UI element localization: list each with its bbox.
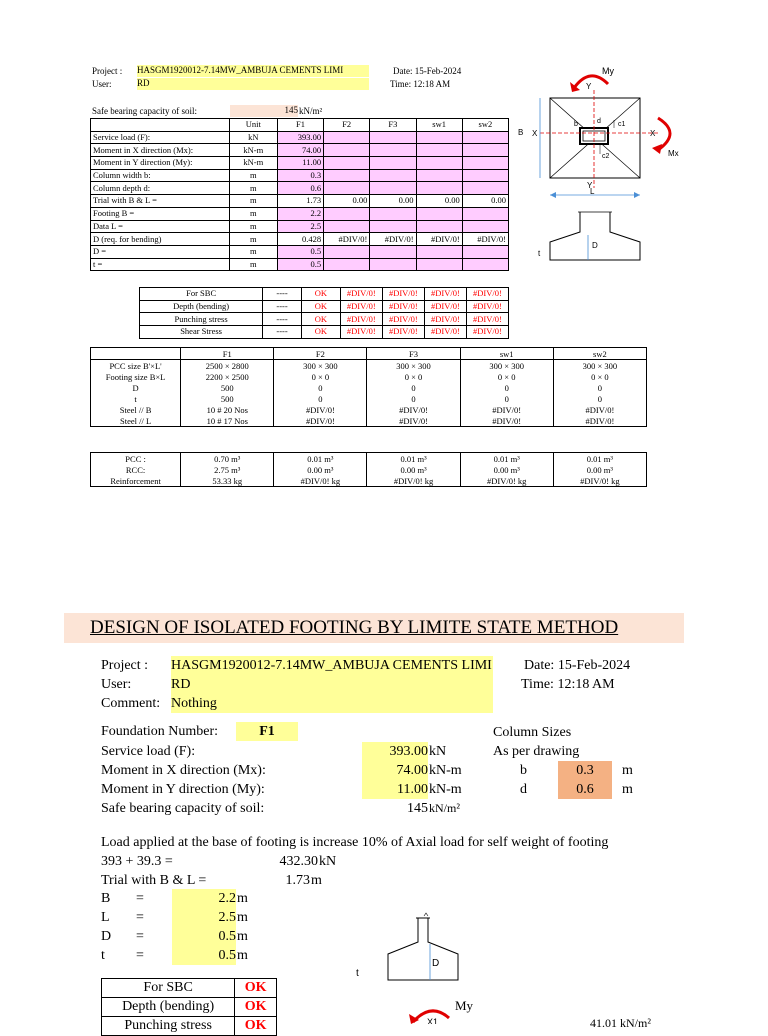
user-value[interactable]: RD (137, 78, 369, 90)
foundation-label: Foundation Number: (101, 724, 219, 739)
input-row-unit: m (229, 220, 277, 233)
design-checks-table (101, 978, 277, 1036)
quantity-cell: 0.00 m³ (553, 464, 646, 475)
summary-cell: 0 × 0 (274, 371, 367, 382)
input-row-unit: kN-m (229, 157, 277, 170)
summary-row (91, 404, 647, 415)
summary-header-cell: sw2 (553, 348, 646, 360)
input-cell[interactable] (462, 157, 508, 170)
user-label: User: (92, 79, 112, 89)
x-label-left: X (532, 129, 538, 138)
input-row (91, 131, 509, 144)
quantity-cell: 0.01 m³ (274, 453, 367, 465)
input-cell[interactable]: 74.00 (277, 144, 323, 157)
quantity-cell: 0.01 m³ (460, 453, 553, 465)
input-cell[interactable] (370, 169, 416, 182)
col-d-label: d (520, 782, 527, 797)
project-label: Project : (92, 66, 123, 76)
D-eq: = (136, 929, 144, 944)
check-result: #DIV/0! (340, 300, 382, 313)
summary-cell: #DIV/0! (274, 404, 367, 415)
input-cell[interactable] (462, 207, 508, 220)
quantity-row (91, 453, 647, 465)
input-cell[interactable] (370, 220, 416, 233)
input-cell[interactable]: #DIV/0! (370, 233, 416, 246)
design-sbc-unit: kN/m² (429, 801, 460, 815)
quantity-cell: 0.00 m³ (274, 464, 367, 475)
D-unit: m (237, 929, 248, 944)
my-label: My (602, 66, 614, 76)
summary-cell: Steel // L (91, 415, 181, 427)
L-unit: m (237, 910, 248, 925)
quantity-cell: 0.01 m³ (367, 453, 460, 465)
L-value[interactable]: 2.5 (172, 908, 236, 927)
lower-t-label: t (356, 968, 359, 979)
summary-cell: 0 × 0 (460, 371, 553, 382)
x-label-right: X (650, 129, 656, 138)
check-result: #DIV/0! (382, 288, 424, 301)
design-check-value: OK (235, 979, 277, 998)
B-unit: m (237, 891, 248, 906)
input-cell[interactable] (462, 169, 508, 182)
design-check-label: Punching stress (102, 1017, 235, 1036)
design-user-label: User: (101, 677, 132, 692)
summary-cell: D (91, 382, 181, 393)
input-cell[interactable] (324, 245, 370, 258)
L-label: L (101, 910, 110, 925)
quantity-table (90, 452, 647, 487)
calc-unit: kN (319, 854, 337, 869)
input-row-label: Column width b: (91, 169, 230, 182)
summary-row (91, 393, 647, 404)
check-result: #DIV/0! (340, 326, 382, 339)
input-cell[interactable] (324, 220, 370, 233)
summary-cell: 0 (553, 382, 646, 393)
input-cell[interactable] (324, 131, 370, 144)
summary-row (91, 360, 647, 372)
page-title: DESIGN OF ISOLATED FOOTING BY LIMITE STATE METHOD (90, 617, 619, 638)
y-label-top: Y (586, 82, 592, 91)
input-cell[interactable] (416, 258, 462, 271)
input-cell[interactable] (324, 169, 370, 182)
check-row (140, 300, 509, 313)
input-row-unit: m (229, 245, 277, 258)
input-row-unit: m (229, 258, 277, 271)
mx-value[interactable]: 74.00 (362, 761, 428, 780)
t-label: t (101, 948, 105, 963)
check-result: #DIV/0! (382, 313, 424, 326)
input-header-cell: sw2 (462, 119, 508, 132)
B-label: B (101, 891, 111, 906)
input-cell[interactable]: 1.73 (277, 195, 323, 208)
check-result: #DIV/0! (424, 313, 466, 326)
summary-cell: 2500 × 2800 (181, 360, 274, 372)
bottom-my-label: My (455, 998, 474, 1013)
input-cell[interactable]: 0.00 (416, 195, 462, 208)
input-header-cell: F1 (277, 119, 323, 132)
check-result: #DIV/0! (466, 313, 508, 326)
input-cell[interactable] (462, 182, 508, 195)
date-text: Date: 15-Feb-2024 (393, 66, 462, 76)
input-cell[interactable]: 0.6 (277, 182, 323, 195)
summary-cell: 0 (274, 393, 367, 404)
summary-cell: 10 # 20 Nos (181, 404, 274, 415)
sbc-value[interactable]: 145 (230, 105, 298, 117)
service-load-label: Service load (F): (101, 744, 196, 759)
check-row (140, 288, 509, 301)
bottom-pressure-value: 41.01 kN/m² (590, 1016, 651, 1030)
B-value[interactable]: 2.2 (172, 889, 236, 908)
column-sizes-label: Column Sizes (493, 725, 572, 740)
l-dim-label: L (590, 187, 595, 196)
summary-cell: #DIV/0! (367, 415, 460, 427)
input-table (90, 118, 509, 271)
input-row (91, 258, 509, 271)
check-result: #DIV/0! (424, 300, 466, 313)
design-project-value[interactable]: HASGM1920012-7.14MW_AMBUJA CEMENTS LIMI (171, 658, 492, 673)
input-cell[interactable] (324, 144, 370, 157)
summary-table (90, 347, 647, 427)
input-cell[interactable] (416, 182, 462, 195)
summary-header-cell: F2 (274, 348, 367, 360)
quantity-cell: 2.75 m³ (181, 464, 274, 475)
t-unit: m (237, 948, 248, 963)
input-row (91, 207, 509, 220)
col-b-value[interactable]: 0.3 (558, 761, 612, 780)
input-cell[interactable]: #DIV/0! (416, 233, 462, 246)
input-row-unit: m (229, 233, 277, 246)
sbc-label: Safe bearing capacity of soil: (92, 106, 197, 116)
quantity-cell: 0.00 m³ (460, 464, 553, 475)
summary-cell: 0 × 0 (553, 371, 646, 382)
D-value[interactable]: 0.5 (172, 927, 236, 946)
input-cell[interactable] (462, 131, 508, 144)
summary-cell: 300 × 300 (367, 360, 460, 372)
check-label: Shear Stress (140, 326, 263, 339)
design-check-label: Depth (bending) (102, 998, 235, 1017)
input-cell[interactable]: 393.00 (277, 131, 323, 144)
mx-unit: kN-m (429, 763, 462, 778)
check-result: OK (301, 313, 340, 326)
input-cell[interactable]: 0.00 (370, 195, 416, 208)
summary-cell: #DIV/0! (460, 404, 553, 415)
input-cell[interactable] (370, 207, 416, 220)
summary-cell: #DIV/0! (367, 404, 460, 415)
check-unit: ---- (263, 313, 302, 326)
summary-row (91, 382, 647, 393)
summary-cell: 2200 × 2500 (181, 371, 274, 382)
col-b-label: b (574, 121, 578, 128)
input-cell[interactable]: 2.2 (277, 207, 323, 220)
design-check-value: OK (235, 998, 277, 1017)
input-row-label: Moment in Y direction (My): (91, 157, 230, 170)
my-unit: kN-m (429, 782, 462, 797)
check-result: #DIV/0! (382, 300, 424, 313)
check-result: #DIV/0! (382, 326, 424, 339)
summary-cell: 300 × 300 (274, 360, 367, 372)
input-header-cell: Unit (229, 119, 277, 132)
design-time: Time: 12:18 AM (521, 677, 615, 692)
input-cell[interactable]: 0.5 (277, 258, 323, 271)
summary-cell: 300 × 300 (460, 360, 553, 372)
input-row (91, 144, 509, 157)
check-unit: ---- (263, 300, 302, 313)
check-result: #DIV/0! (466, 288, 508, 301)
bottom-my-diagram (405, 996, 485, 1024)
summary-cell: 0 (553, 393, 646, 404)
check-result: #DIV/0! (340, 313, 382, 326)
input-cell[interactable] (324, 182, 370, 195)
input-cell[interactable] (416, 220, 462, 233)
summary-header-cell: sw1 (460, 348, 553, 360)
quantity-cell: 0.01 m³ (553, 453, 646, 465)
summary-cell: 0 × 0 (367, 371, 460, 382)
section-d-label: D (592, 241, 598, 250)
summary-cell: 0 (367, 382, 460, 393)
check-unit: ---- (263, 326, 302, 339)
input-cell[interactable] (416, 245, 462, 258)
input-cell[interactable] (416, 207, 462, 220)
summary-cell: #DIV/0! (460, 415, 553, 427)
calc-expr: 393 + 39.3 = (101, 854, 173, 869)
summary-cell: #DIV/0! (553, 404, 646, 415)
mx-label: Moment in X direction (Mx): (101, 763, 266, 778)
summary-cell: #DIV/0! (553, 415, 646, 427)
check-label: For SBC (140, 288, 263, 301)
my-value[interactable]: 11.00 (362, 780, 428, 799)
check-result: OK (301, 326, 340, 339)
input-cell[interactable] (324, 258, 370, 271)
summary-cell: 0 (460, 393, 553, 404)
check-result: #DIV/0! (466, 326, 508, 339)
project-value[interactable]: HASGM1920012-7.14MW_AMBUJA CEMENTS LIMI (137, 65, 369, 77)
input-cell[interactable] (416, 144, 462, 157)
col-b-label: b (520, 763, 527, 778)
input-header-cell: F3 (370, 119, 416, 132)
design-project-label: Project : (101, 658, 149, 673)
summary-row (91, 371, 647, 382)
input-cell[interactable]: 0.00 (324, 195, 370, 208)
summary-cell: 0 (274, 382, 367, 393)
trial-label: Trial with B & L = (101, 873, 207, 888)
design-user-value[interactable]: RD (171, 675, 493, 694)
input-row (91, 195, 509, 208)
c1-label: c1 (618, 121, 626, 128)
quantity-cell: 0.70 m³ (181, 453, 274, 465)
summary-header-cell: F3 (367, 348, 460, 360)
t-value[interactable]: 0.5 (172, 946, 236, 965)
input-cell[interactable]: 0.428 (277, 233, 323, 246)
B-eq: = (136, 891, 144, 906)
input-row (91, 157, 509, 170)
input-cell[interactable] (324, 157, 370, 170)
quantity-cell: #DIV/0! kg (460, 475, 553, 487)
input-row-label: t = (91, 258, 230, 271)
trial-value: 1.73 (285, 873, 310, 888)
y-label-bottom: Y (587, 181, 593, 190)
col-b-unit: m (622, 763, 633, 778)
design-check-row (102, 998, 277, 1017)
lower-d-label: D (432, 958, 440, 969)
summary-cell: 0 (460, 382, 553, 393)
quantity-cell: #DIV/0! kg (367, 475, 460, 487)
design-check-value: OK (235, 1017, 277, 1036)
input-cell[interactable] (416, 157, 462, 170)
summary-cell: Steel // B (91, 404, 181, 415)
design-sbc-label: Safe bearing capacity of soil: (101, 801, 265, 816)
input-row (91, 169, 509, 182)
input-cell[interactable]: 0.00 (462, 195, 508, 208)
quantity-row (91, 475, 647, 487)
mx-label: Mx (668, 149, 679, 158)
summary-cell: 500 (181, 393, 274, 404)
input-cell[interactable] (370, 245, 416, 258)
summary-cell: 300 × 300 (553, 360, 646, 372)
section-t-label: t (538, 249, 541, 258)
input-row-unit: m (229, 169, 277, 182)
design-sbc-value: 145 (407, 801, 428, 816)
input-row-unit: m (229, 207, 277, 220)
b-dim-label: B (518, 128, 524, 137)
input-cell[interactable]: 11.00 (277, 157, 323, 170)
check-result: OK (301, 300, 340, 313)
check-row (140, 326, 509, 339)
input-row (91, 233, 509, 246)
input-cell[interactable] (370, 182, 416, 195)
input-cell[interactable]: 0.3 (277, 169, 323, 182)
footing-plan-diagram (510, 60, 700, 270)
input-cell[interactable] (370, 144, 416, 157)
foundation-value[interactable]: F1 (236, 722, 298, 741)
summary-cell: t (91, 393, 181, 404)
service-load-value[interactable]: 393.00 (362, 742, 428, 761)
footing-section-diagram (352, 908, 472, 988)
design-check-row (102, 979, 277, 998)
quantity-cell: RCC: (91, 464, 181, 475)
L-eq: = (136, 910, 144, 925)
input-cell[interactable] (462, 220, 508, 233)
summary-cell: Footing size B×L (91, 371, 181, 382)
summary-cell: 0 (367, 393, 460, 404)
service-load-unit: kN (429, 744, 447, 759)
quantity-cell: 0.00 m³ (367, 464, 460, 475)
check-result: #DIV/0! (424, 288, 466, 301)
input-row-unit: m (229, 195, 277, 208)
input-cell[interactable] (370, 157, 416, 170)
input-header-cell: F2 (324, 119, 370, 132)
summary-header-cell (91, 348, 181, 360)
input-row-label: D = (91, 245, 230, 258)
input-cell[interactable]: #DIV/0! (462, 233, 508, 246)
check-unit: ---- (263, 288, 302, 301)
quantity-cell: #DIV/0! kg (274, 475, 367, 487)
input-row-label: Data L = (91, 220, 230, 233)
t-eq: = (136, 948, 144, 963)
check-label: Depth (bending) (140, 300, 263, 313)
input-row-unit: m (229, 182, 277, 195)
bottom-x1-label: X1 (427, 1017, 439, 1024)
summary-row (91, 415, 647, 427)
col-d-value[interactable]: 0.6 (558, 780, 612, 799)
input-row-unit: kN-m (229, 144, 277, 157)
quantity-cell: 53.33 kg (181, 475, 274, 487)
input-cell[interactable] (416, 169, 462, 182)
input-row-unit: kN (229, 131, 277, 144)
col-d-label: d (597, 118, 601, 125)
quantity-cell: #DIV/0! kg (553, 475, 646, 487)
check-table (139, 287, 509, 339)
input-cell[interactable] (462, 245, 508, 258)
quantity-cell: Reinforcement (91, 475, 181, 487)
check-result: OK (301, 288, 340, 301)
input-header-cell: sw1 (416, 119, 462, 132)
check-result: #DIV/0! (466, 300, 508, 313)
trial-unit: m (311, 873, 322, 888)
input-cell[interactable] (370, 131, 416, 144)
design-date: Date: 15-Feb-2024 (524, 658, 631, 673)
input-row-label: Service load (F): (91, 131, 230, 144)
summary-cell: PCC size B'×L' (91, 360, 181, 372)
input-row-label: Column depth d: (91, 182, 230, 195)
input-row (91, 245, 509, 258)
input-row-label: Trial with B & L = (91, 195, 230, 208)
my-label-text: Moment in Y direction (My): (101, 782, 265, 797)
input-row (91, 220, 509, 233)
input-cell[interactable] (462, 144, 508, 157)
input-row (91, 182, 509, 195)
input-cell[interactable]: 0.5 (277, 245, 323, 258)
col-d-unit: m (622, 782, 633, 797)
as-per-drawing: As per drawing (493, 744, 580, 759)
input-row-label: D (req. for bending) (91, 233, 230, 246)
input-cell[interactable] (416, 131, 462, 144)
design-comment-label: Comment: (101, 696, 161, 711)
quantity-row (91, 464, 647, 475)
input-cell[interactable] (324, 207, 370, 220)
calc-value: 432.30 (279, 854, 318, 869)
time-text: Time: 12:18 AM (390, 79, 451, 89)
D-label: D (101, 929, 112, 944)
summary-cell: #DIV/0! (274, 415, 367, 427)
input-header-cell (91, 119, 230, 132)
check-result: #DIV/0! (340, 288, 382, 301)
sbc-unit: kN/m² (299, 106, 323, 116)
design-comment-value[interactable]: Nothing (171, 694, 493, 713)
c2-label: c2 (602, 153, 610, 160)
quantity-cell: PCC : (91, 453, 181, 465)
design-check-row (102, 1017, 277, 1036)
input-row-label: Moment in X direction (Mx): (91, 144, 230, 157)
input-cell[interactable] (462, 258, 508, 271)
input-cell[interactable] (370, 258, 416, 271)
check-row (140, 313, 509, 326)
summary-header-cell: F1 (181, 348, 274, 360)
summary-cell: 500 (181, 382, 274, 393)
input-row-label: Footing B = (91, 207, 230, 220)
input-cell[interactable]: #DIV/0! (324, 233, 370, 246)
check-result: #DIV/0! (424, 326, 466, 339)
design-check-label: For SBC (102, 979, 235, 998)
summary-cell: 10 # 17 Nos (181, 415, 274, 427)
load-note: Load applied at the base of footing is increase 10% of Axial load for self weight of footing (101, 835, 609, 850)
check-label: Punching stress (140, 313, 263, 326)
input-cell[interactable]: 2.5 (277, 220, 323, 233)
